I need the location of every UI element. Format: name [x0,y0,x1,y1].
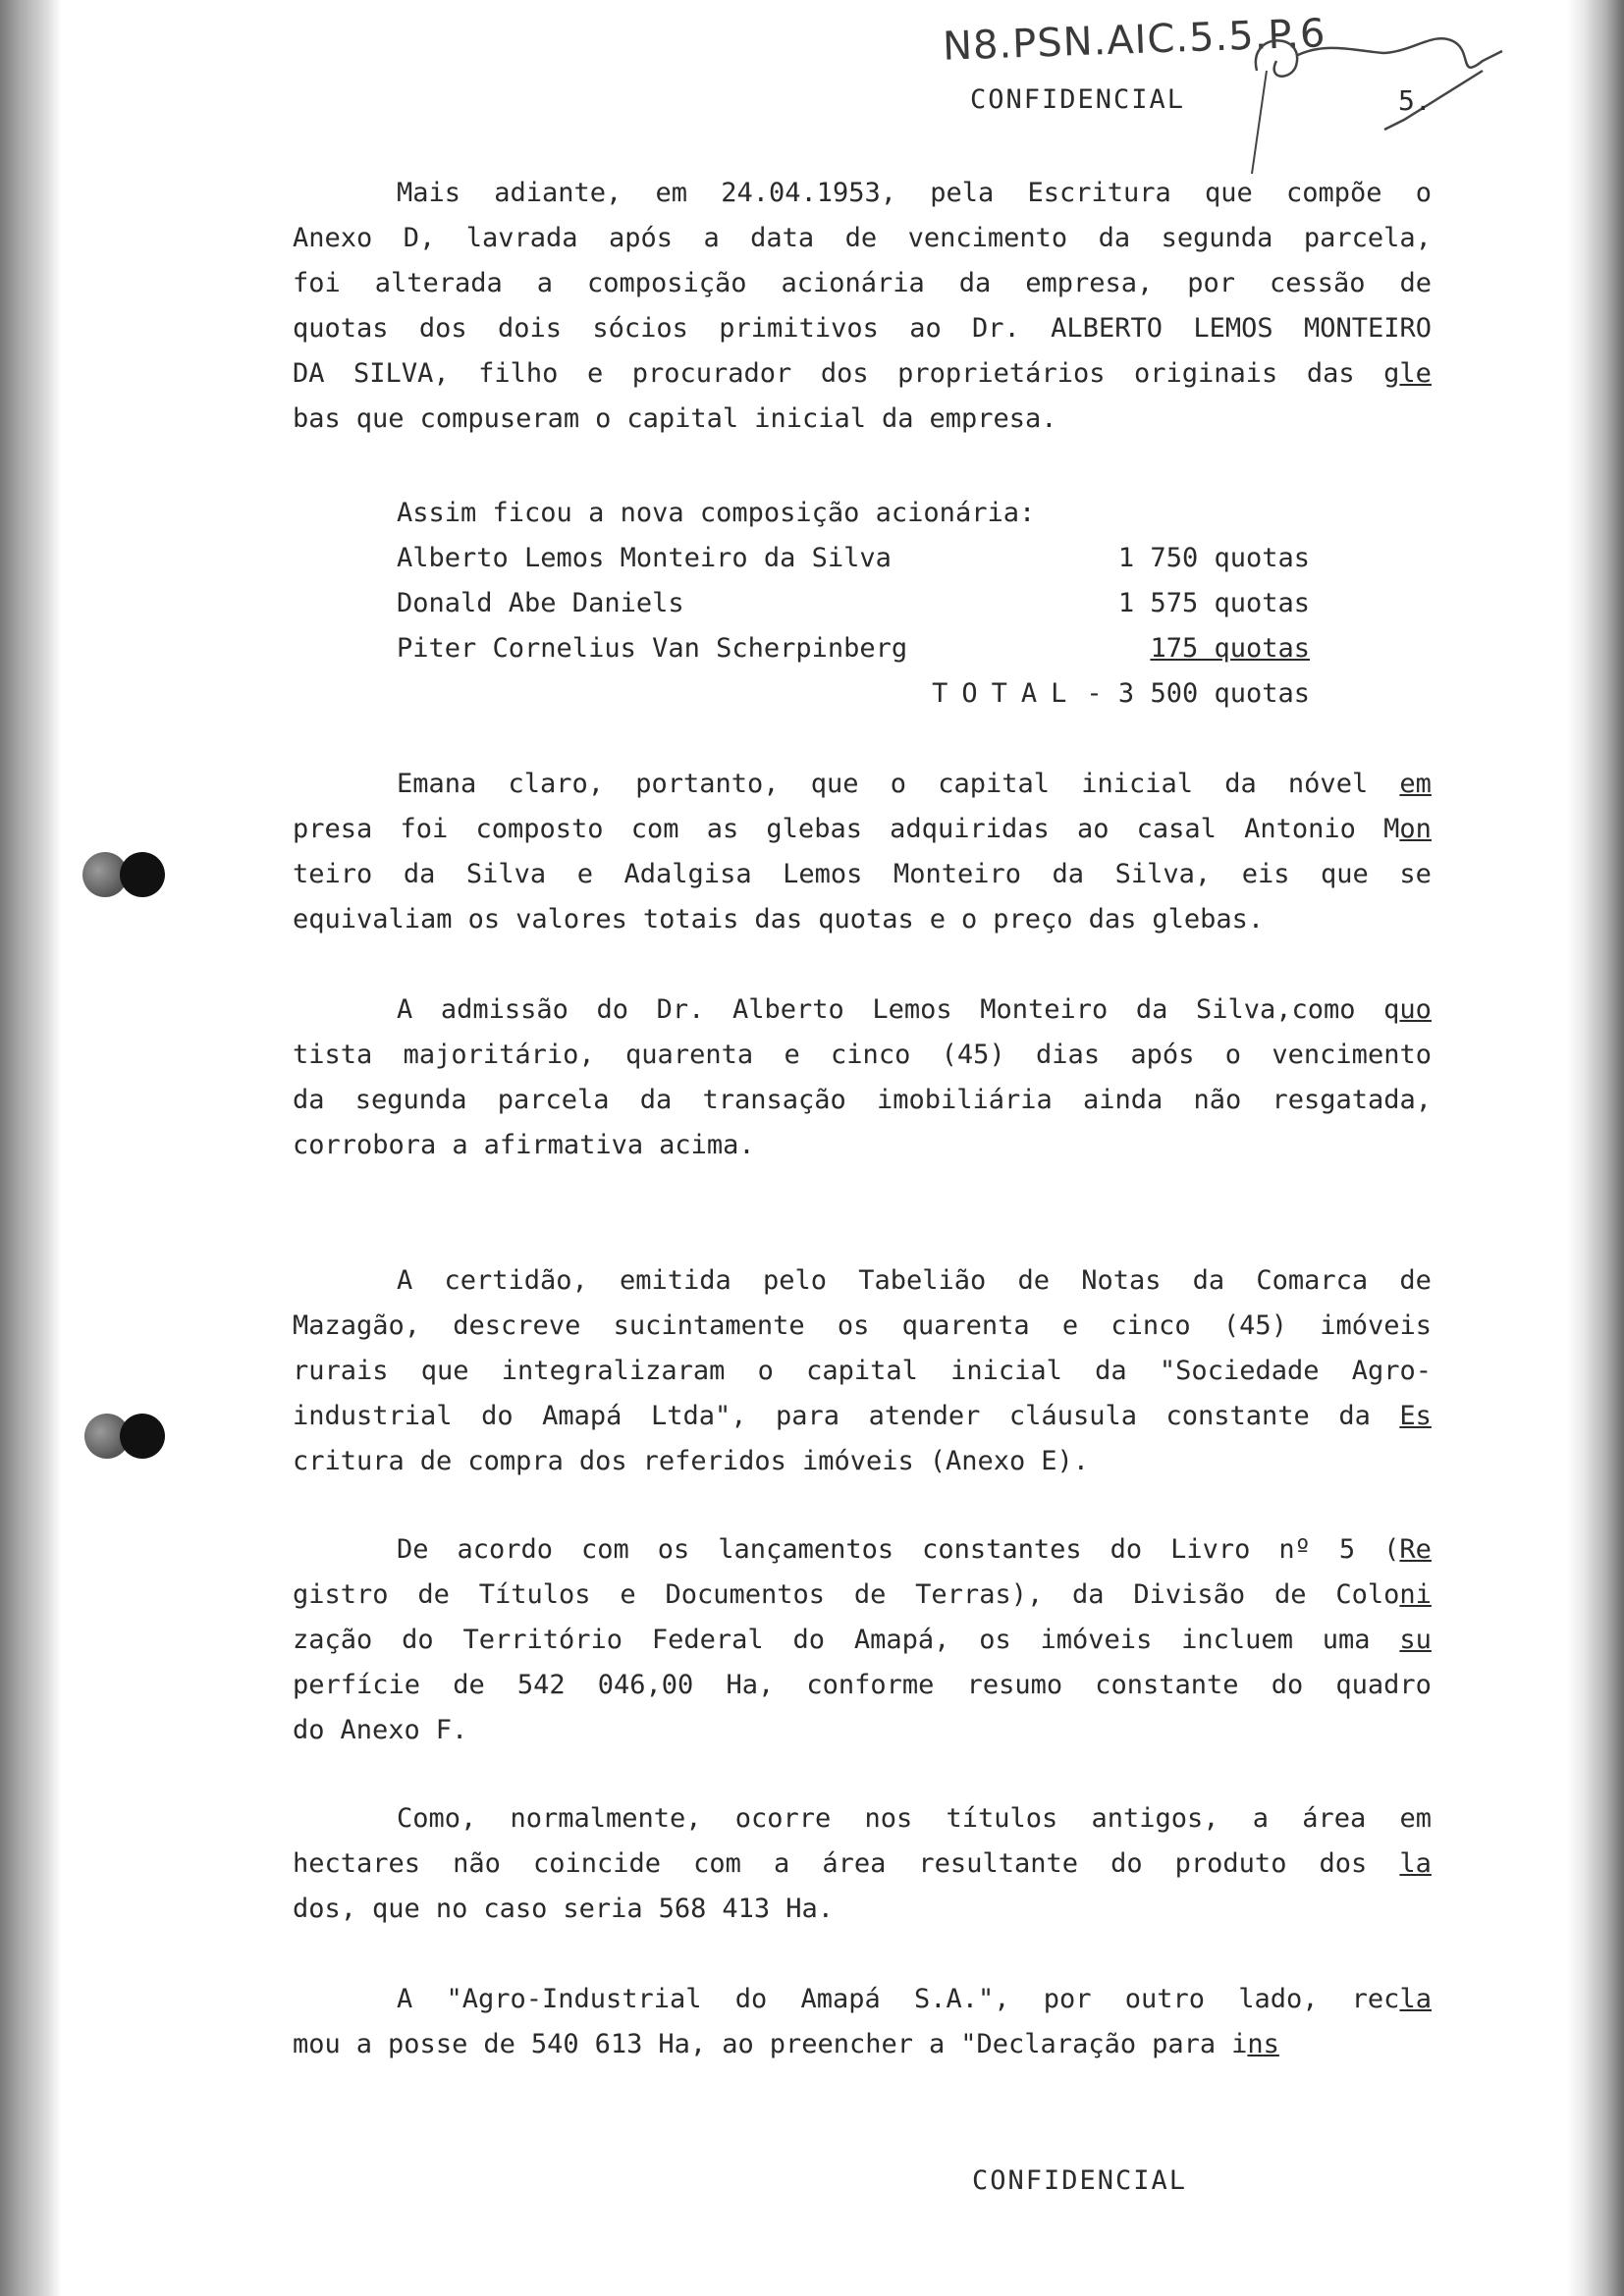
composition-intro: Assim ficou a nova composição acionária: [397,498,1036,528]
text-line: tista majoritário, quarenta e cinco (45) dias após o vencimento [293,1040,1432,1070]
page-number: 5. [1398,84,1432,117]
text-line: critura de compra dos referidos imóveis (Anexo E). [293,1446,1090,1476]
confidential-stamp-bottom: CONFIDENCIAL [972,2165,1188,2196]
text-line: A certidão, emitida pelo Tabelião de Notas da Comarca de [397,1265,1432,1296]
shareholder-quotas: 1 575 quotas [1117,588,1310,618]
text-line: corrobora a afirmativa acima. [293,1130,755,1160]
text-line: industrial do Amapá Ltda", para atender cláusula constante da Es [293,1401,1432,1431]
text-line: Anexo D, lavrada após a data de vencimento da segunda parcela, [293,223,1432,253]
punch-hole-icon [120,1414,165,1459]
scan-edge-left [0,0,61,2296]
text-line: dos, que no caso seria 568 413 Ha. [293,1894,834,1924]
text-line: De acordo com os lançamentos constantes do Livro nº 5 (Re [397,1534,1432,1565]
shareholder-quotas: 1 750 quotas [1117,543,1310,573]
text-line: perfície de 542 046,00 Ha, conforme resumo constante do quadro [293,1670,1432,1700]
punch-hole-icon [120,852,165,897]
text-line: gistro de Títulos e Documentos de Terras), da Divisão de Coloni [293,1579,1432,1610]
text-line: teiro da Silva e Adalgisa Lemos Monteiro da Silva, eis que se [293,859,1432,889]
text-line: rurais que integralizaram o capital inicial da "Sociedade Agro- [293,1356,1432,1386]
text-line: bas que compuseram o capital inicial da empresa. [293,403,1057,434]
text-line: Como, normalmente, ocorre nos títulos antigos, a área em [397,1803,1432,1834]
confidential-stamp-top: CONFIDENCIAL [970,84,1186,115]
text-line: foi alterada a composição acionária da empresa, por cessão de [293,268,1432,298]
scan-edge-right [1567,0,1624,2296]
text-line: A admissão do Dr. Alberto Lemos Monteiro da Silva,como quo [397,994,1432,1025]
text-line: Mais adiante, em 24.04.1953, pela Escritura que compõe o [397,178,1432,208]
text-line: hectares não coincide com a área resultante do produto dos la [293,1848,1432,1879]
composition-total [932,671,1310,717]
text-line: Mazagão, descreve sucintamente os quarenta e cinco (45) imóveis [293,1310,1432,1341]
shareholder-name: Alberto Lemos Monteiro da Silva [397,543,892,573]
text-line: zação do Território Federal do Amapá, os imóveis incluem uma su [293,1625,1432,1655]
shareholder-quotas: 175 quotas [1150,633,1310,664]
text-line: A "Agro-Industrial do Amapá S.A.", por outro lado, recla [397,1984,1432,2014]
total-label: TOTAL [932,678,1081,709]
shareholder-name: Piter Cornelius Van Scherpinberg [397,633,908,664]
text-line: DA SILVA, filho e procurador dos proprietários originais das gle [293,358,1432,389]
handwritten-reference: N8.PSN.AIC.5.5.P.6 [942,11,1327,70]
shareholder-name: Donald Abe Daniels [397,588,684,618]
signature-icon [1237,12,1532,179]
text-line: mou a posse de 540 613 Ha, ao preencher a "Declaração para ins [293,2029,1279,2059]
total-value: - 3 500 quotas [1086,678,1310,709]
text-line: equivaliam os valores totais das quotas e o preço das glebas. [293,904,1265,934]
text-line: da segunda parcela da transação imobiliária ainda não resgatada, [293,1085,1432,1115]
text-line: Emana claro, portanto, que o capital inicial da nóvel em [397,769,1432,799]
text-line: do Anexo F. [293,1715,468,1745]
text-line: quotas dos dois sócios primitivos ao Dr. ALBERTO LEMOS MONTEIRO [293,313,1432,344]
text-line: presa foi composto com as glebas adquiridas ao casal Antonio Mon [293,814,1432,844]
